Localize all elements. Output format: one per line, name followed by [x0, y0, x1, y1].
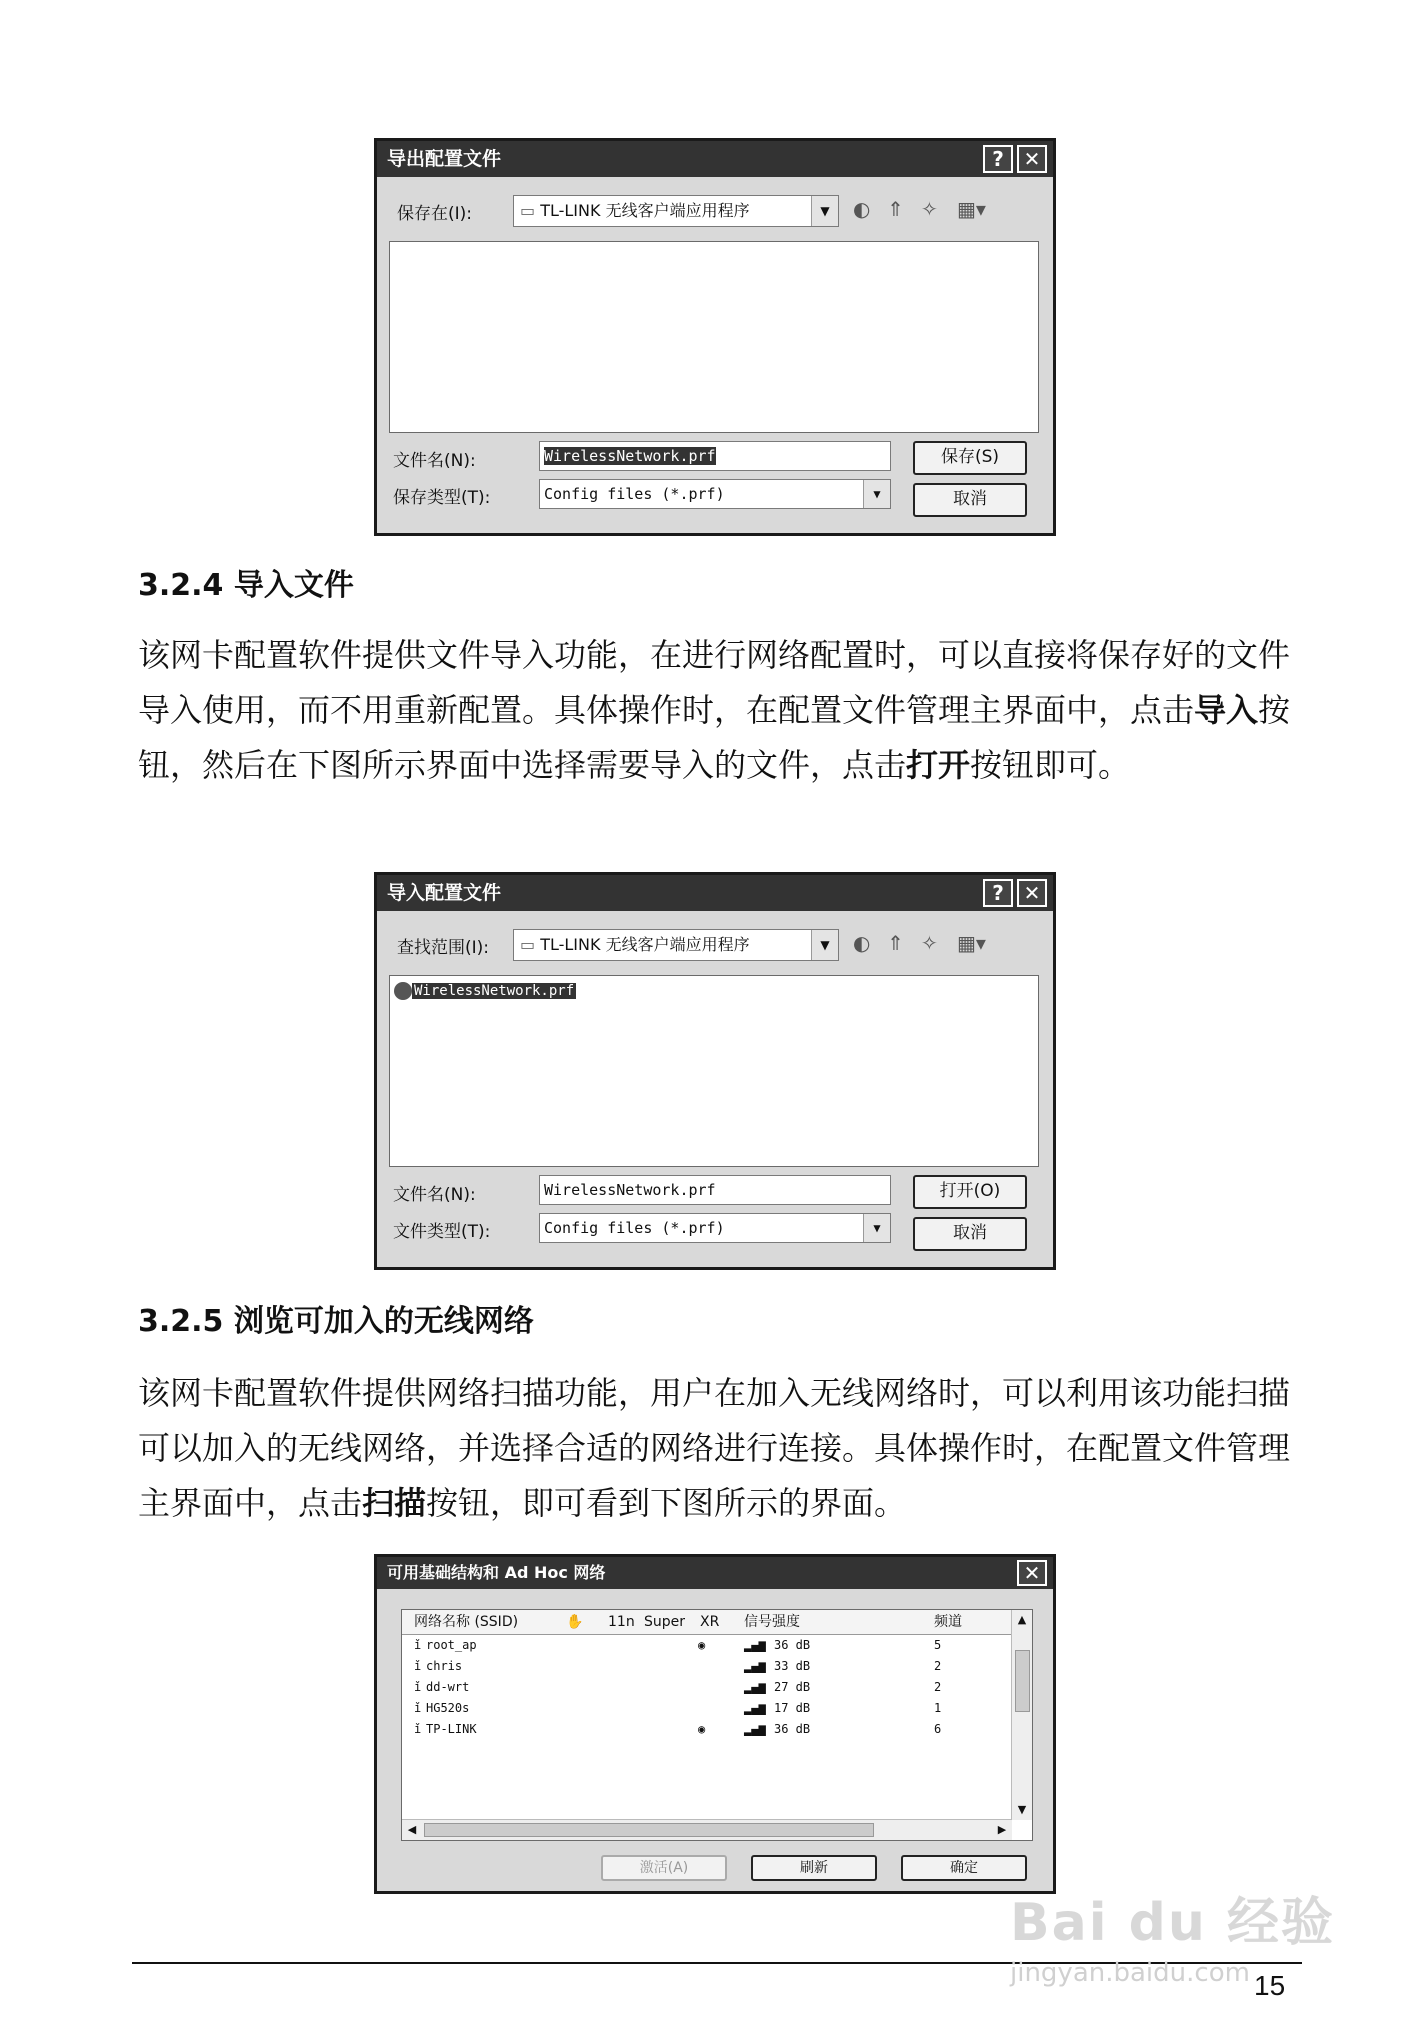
section-heading-325: 3.2.5 浏览可加入的无线网络: [138, 1304, 534, 1339]
close-button[interactable]: ✕: [1017, 1560, 1047, 1586]
watermark-url: jingyan.baidu.com: [1010, 1958, 1250, 1988]
filetype-select[interactable]: [539, 1213, 891, 1243]
filename-label: 文件名(N):: [393, 1185, 476, 1205]
signal-value: 36 dB: [774, 1638, 811, 1652]
ssid: TP-LINK: [426, 1722, 477, 1736]
export-dialog-title: 导出配置文件: [377, 141, 1053, 177]
up-folder-icon[interactable]: ⇑: [887, 197, 904, 221]
channel: 1: [934, 1701, 942, 1715]
chevron-down-icon[interactable]: ▼: [811, 196, 838, 226]
filename-input[interactable]: [539, 441, 891, 471]
channel: 6: [934, 1722, 942, 1736]
folder-icon: ▭: [520, 201, 541, 220]
para-text: 按钮即可。: [970, 746, 1131, 784]
signal-bars-icon: ▂▄▆: [744, 1680, 766, 1694]
file-list-pane[interactable]: [389, 975, 1039, 1167]
col-channel[interactable]: 频道: [934, 1614, 962, 1630]
import-dialog-title: 导入配置文件: [377, 875, 1053, 911]
horizontal-scrollbar[interactable]: [402, 1819, 1012, 1840]
scroll-right-icon[interactable]: ▶: [997, 1823, 1007, 1836]
scroll-up-icon[interactable]: ▲: [1017, 1613, 1027, 1626]
network-row[interactable]: [402, 1699, 1012, 1720]
signal-value: 27 dB: [774, 1680, 811, 1694]
column-header-row: [402, 1610, 1012, 1635]
signal-value: 36 dB: [774, 1722, 811, 1736]
filetype-value: Config files (*.prf): [544, 485, 725, 503]
file-item-name: WirelessNetwork.prf: [414, 983, 575, 999]
col-signal[interactable]: 信号强度: [744, 1614, 800, 1630]
filetype-select[interactable]: [539, 479, 891, 509]
lock-icon: ◉: [698, 1722, 706, 1736]
folder-name: TL-LINK 无线客户端应用程序: [540, 201, 750, 220]
antenna-icon: ǐ: [414, 1722, 422, 1736]
signal-value: 33 dB: [774, 1659, 811, 1673]
bold-import: 导入: [1194, 691, 1259, 729]
antenna-icon: ǐ: [414, 1638, 422, 1652]
close-button[interactable]: ✕: [1017, 145, 1047, 173]
channel: 5: [934, 1638, 942, 1652]
filetype-label: 保存类型(T):: [393, 488, 491, 508]
network-row[interactable]: [402, 1636, 1012, 1657]
open-button[interactable]: 打开(O): [913, 1175, 1027, 1209]
export-dialog: [374, 138, 1056, 536]
col-xr[interactable]: XR: [700, 1614, 720, 1630]
page-number: 15: [1254, 1970, 1286, 2001]
col-11n[interactable]: 11n: [608, 1614, 635, 1630]
close-button[interactable]: ✕: [1017, 879, 1047, 907]
folder-name: TL-LINK 无线客户端应用程序: [540, 935, 750, 954]
scroll-thumb[interactable]: [424, 1823, 874, 1837]
look-in-label: 查找范围(I):: [397, 938, 490, 958]
scroll-thumb[interactable]: [1015, 1650, 1030, 1712]
network-rows: [402, 1636, 1012, 1806]
signal-bars-icon: ▂▄▆: [744, 1638, 766, 1652]
network-dialog: [374, 1554, 1056, 1894]
chevron-down-icon[interactable]: ▼: [863, 480, 890, 508]
save-in-combo[interactable]: [513, 195, 839, 227]
network-row[interactable]: [402, 1678, 1012, 1699]
cancel-button[interactable]: 取消: [913, 483, 1027, 517]
section-325-paragraph: [138, 1366, 1308, 1531]
filename-selected-text: WirelessNetwork.prf: [544, 447, 716, 465]
help-button[interactable]: ?: [983, 145, 1013, 173]
para-text: 该网卡配置软件提供网络扫描功能，用户在加入无线网络时，可以利用该功能扫描可以加入的无线网络，并选择合适的网络进行连接。具体操作时，在配置文件管理主界面中，点击: [138, 1374, 1291, 1522]
signal-bars-icon: ▂▄▆: [744, 1722, 766, 1736]
signal-bars-icon: ▂▄▆: [744, 1659, 766, 1673]
para-text: 该网卡配置软件提供文件导入功能，在进行网络配置时，可以直接将保存好的文件导入使用，而不用重新配置。具体操作时，在配置文件管理主界面中，点击: [138, 636, 1291, 729]
bold-scan: 扫描: [362, 1484, 427, 1522]
chevron-down-icon[interactable]: ▼: [863, 1214, 890, 1242]
signal-bars-icon: ▂▄▆: [744, 1701, 766, 1715]
antenna-icon: ǐ: [414, 1680, 422, 1694]
ssid: dd-wrt: [426, 1680, 470, 1694]
view-menu-icon[interactable]: ▦▾: [957, 197, 986, 221]
antenna-icon: ǐ: [414, 1659, 422, 1673]
ssid: chris: [426, 1659, 463, 1673]
back-icon[interactable]: ◐: [853, 197, 871, 221]
scroll-left-icon[interactable]: ◀: [407, 1823, 417, 1836]
chevron-down-icon[interactable]: ▼: [811, 930, 838, 960]
help-button[interactable]: ?: [983, 879, 1013, 907]
network-list[interactable]: [401, 1609, 1033, 1841]
channel: 2: [934, 1680, 942, 1694]
file-item[interactable]: [394, 980, 576, 1002]
scroll-down-icon[interactable]: ▼: [1017, 1803, 1027, 1816]
network-row[interactable]: [402, 1657, 1012, 1678]
col-security-icon[interactable]: ✋: [566, 1614, 584, 1630]
ssid: root_ap: [426, 1638, 477, 1652]
new-folder-icon[interactable]: ✧: [921, 931, 938, 955]
look-in-combo[interactable]: [513, 929, 839, 961]
col-ssid[interactable]: 网络名称 (SSID): [414, 1614, 519, 1630]
ssid: HG520s: [426, 1701, 470, 1715]
signal-value: 17 dB: [774, 1701, 811, 1715]
section-heading-324: 3.2.4 导入文件: [138, 568, 354, 603]
filetype-label: 文件类型(T):: [393, 1222, 491, 1242]
config-file-icon: [394, 982, 412, 1000]
vertical-scrollbar[interactable]: [1011, 1610, 1032, 1820]
view-menu-icon[interactable]: ▦▾: [957, 931, 986, 955]
lock-icon: ◉: [698, 1638, 706, 1652]
cancel-button[interactable]: 取消: [913, 1217, 1027, 1251]
filetype-value: Config files (*.prf): [544, 1219, 725, 1237]
para-text: 按钮，然后在下图所示界面中选择需要导入的文件，点击: [138, 691, 1291, 784]
back-icon[interactable]: ◐: [853, 931, 871, 955]
filename-label: 文件名(N):: [393, 451, 476, 471]
refresh-button[interactable]: 刷新: [751, 1855, 877, 1881]
new-folder-icon[interactable]: ✧: [921, 197, 938, 221]
watermark-brand: Bai du 经验: [1010, 1893, 1335, 1953]
ok-button[interactable]: 确定: [901, 1855, 1027, 1881]
antenna-icon: ǐ: [414, 1701, 422, 1715]
network-dialog-title: 可用基础结构和 Ad Hoc 网络: [377, 1557, 1053, 1589]
import-dialog: [374, 872, 1056, 1270]
bold-open: 打开: [906, 746, 971, 784]
para-text: 按钮，即可看到下图所示的界面。: [426, 1484, 907, 1522]
col-super[interactable]: Super: [644, 1614, 686, 1630]
section-324-paragraph: [138, 628, 1308, 793]
channel: 2: [934, 1659, 942, 1673]
filename-input[interactable]: WirelessNetwork.prf: [539, 1175, 891, 1205]
activate-button[interactable]: 激活(A): [601, 1855, 727, 1881]
save-button[interactable]: 保存(S): [913, 441, 1027, 475]
file-list-pane[interactable]: [389, 241, 1039, 433]
network-row[interactable]: [402, 1720, 1012, 1741]
up-folder-icon[interactable]: ⇑: [887, 931, 904, 955]
save-in-label: 保存在(I):: [397, 204, 473, 224]
folder-icon: ▭: [520, 935, 541, 954]
